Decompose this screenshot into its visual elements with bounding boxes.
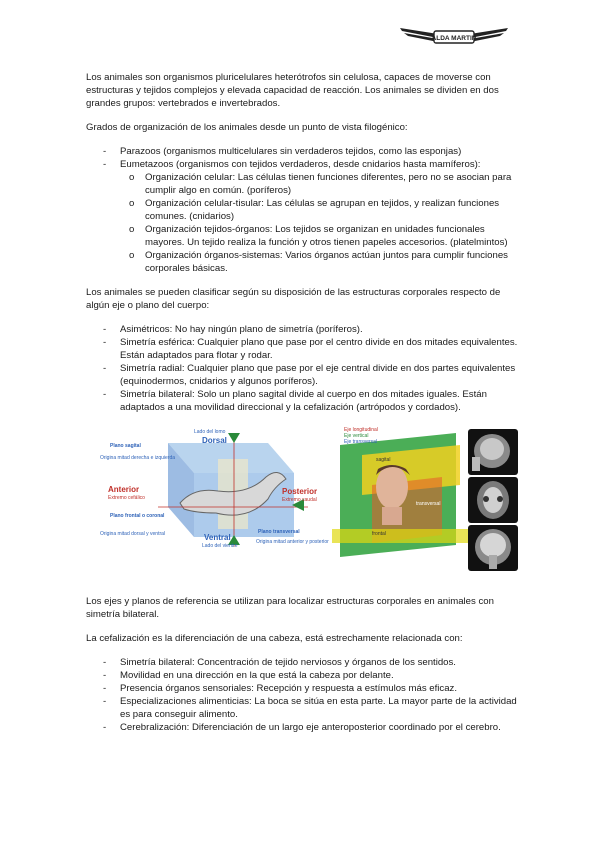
simetria-title: Los animales se pueden clasificar según su disposición de las estructuras corporales respecto de algún eje o plano del cuerpo: xyxy=(86,287,501,311)
label-plano-transversal: Plano transversal xyxy=(258,529,300,535)
list-item: - Parazoos (organismos multicelulares sin verdaderos tejidos, como las esponjas) xyxy=(86,145,518,158)
list-item: - Asimétricos: No hay ningún plano de simetría (poríferos). xyxy=(86,323,518,336)
animal-planes-diagram xyxy=(98,429,330,554)
list-item: o Organización celular: Las células tienen funciones diferentes, pero no se asocian para cumplir algo en común. (poríferos) xyxy=(120,171,518,197)
label-transversal: transversal xyxy=(416,501,441,507)
label-lado-lomo: Lado del lomo xyxy=(194,429,226,435)
list-item: - Simetría bilateral: Solo un plano sagital divide al cuerpo en dos mitades iguales. Están adaptados a una movilidad direccional y la cefalización (artrópodos y cordados). xyxy=(86,388,518,414)
label-lado-vientre: Lado del vientre xyxy=(202,543,238,549)
label-eje-vertical: Eje vertical xyxy=(344,433,369,439)
list-item: - Presencia órganos sensoriales: Recepción y respuesta a estímulos más eficaz. xyxy=(86,682,518,695)
planes-figure xyxy=(86,425,518,575)
organizacion-sublist xyxy=(120,171,518,275)
list-item xyxy=(86,158,518,275)
list-item: - Simetría bilateral: Concentración de tejido nerviosos y órganos de los sentidos. xyxy=(86,656,518,669)
label-origina-der-izq: Origina mitad derecha e izquierda xyxy=(100,455,176,461)
label-ventral: Ventral xyxy=(204,533,231,542)
intro-paragraph: Los animales son organismos pluricelulares heterótrofos sin celulosa, capaces de moverse con estructuras y tejidos complejos y elevada capacidad de reacción. Los animales se dividen en dos grandes grupos: vertebrados e invertebrados. xyxy=(86,72,499,109)
label-extremo-cefalico: Extremo cefálico xyxy=(108,495,145,501)
list-item: o Organización tejidos-órganos: Los tejidos se organizan en unidades funcionales mayores. Un tejido realiza la función y otros tienen papeles accesorios. (platelmintos) xyxy=(120,223,518,249)
label-origina-ant-post: Origina mitad anterior y posterior xyxy=(256,539,329,545)
grados-list xyxy=(86,145,518,275)
label-extremo-caudal: Extremo caudal xyxy=(282,497,317,503)
ejes-paragraph: Los ejes y planos de referencia se utilizan para localizar estructuras corporales en animales con simetría bilateral. xyxy=(86,596,494,620)
cefalizacion-list xyxy=(86,656,518,734)
label-origina-dorsal-ventral: Origina mitad dorsal y ventral xyxy=(100,531,166,537)
list-item: - Simetría esférica: Cualquier plano que pase por el centro divide en dos mitades equivalentes. Están adaptados para flotar y rodar. xyxy=(86,336,518,362)
mri-sagittal-image xyxy=(468,429,518,475)
simetria-list xyxy=(86,323,518,414)
label-eje-transversal: Eje transversal xyxy=(344,439,378,445)
cefalizacion-title: La cefalización es la diferenciación de una cabeza, está estrechamente relacionada con: xyxy=(86,633,463,644)
mri-frontal-image xyxy=(468,525,518,571)
label-eje-longitudinal: Eje longitudinal xyxy=(344,427,378,433)
label-posterior: Posterior xyxy=(282,487,318,496)
label-dorsal: Dorsal xyxy=(202,436,227,445)
logo-text: ALDA MARTIN xyxy=(431,35,477,42)
list-item: o Organización órganos-sistemas: Varios órganos actúan juntos para cumplir funciones corporales básicas. xyxy=(120,249,518,275)
list-item: - Especializaciones alimenticias: La boca se sitúa en esta parte. La mayor parte de la actividad es para conseguir alimento. xyxy=(86,695,518,721)
mri-transverse-image xyxy=(468,477,518,523)
label-sagital: sagital xyxy=(376,457,391,463)
document-body xyxy=(86,71,518,745)
label-plano-frontal: Plano frontal o coronal xyxy=(110,513,165,519)
list-item: - Movilidad en una dirección en la que está la cabeza por delante. xyxy=(86,669,518,682)
list-item: - Cerebralización: Diferenciación de un largo eje anteroposterior coordinado por el cerebro. xyxy=(86,721,518,734)
label-plano-sagital: Plano sagital xyxy=(110,443,141,449)
list-item: o Organización celular-tisular: Las células se agrupan en tejidos, y realizan funciones comunes. (cnidarios) xyxy=(120,197,518,223)
label-frontal: frontal xyxy=(372,531,386,537)
human-planes-figure xyxy=(332,425,518,575)
grados-title: Grados de organización de los animales desde un punto de vista filogénico: xyxy=(86,122,408,133)
eumetazoos-text: Eumetazoos (organismos con tejidos verdaderos, desde cnidarios hasta mamíferos): xyxy=(120,159,481,170)
list-item: - Simetría radial: Cualquier plano que pase por el eje central divide en dos partes equivalentes (equinodermos, cnidarios y algunos poríferos). xyxy=(86,362,518,388)
winged-logo xyxy=(398,22,510,50)
label-anterior: Anterior xyxy=(108,485,140,494)
